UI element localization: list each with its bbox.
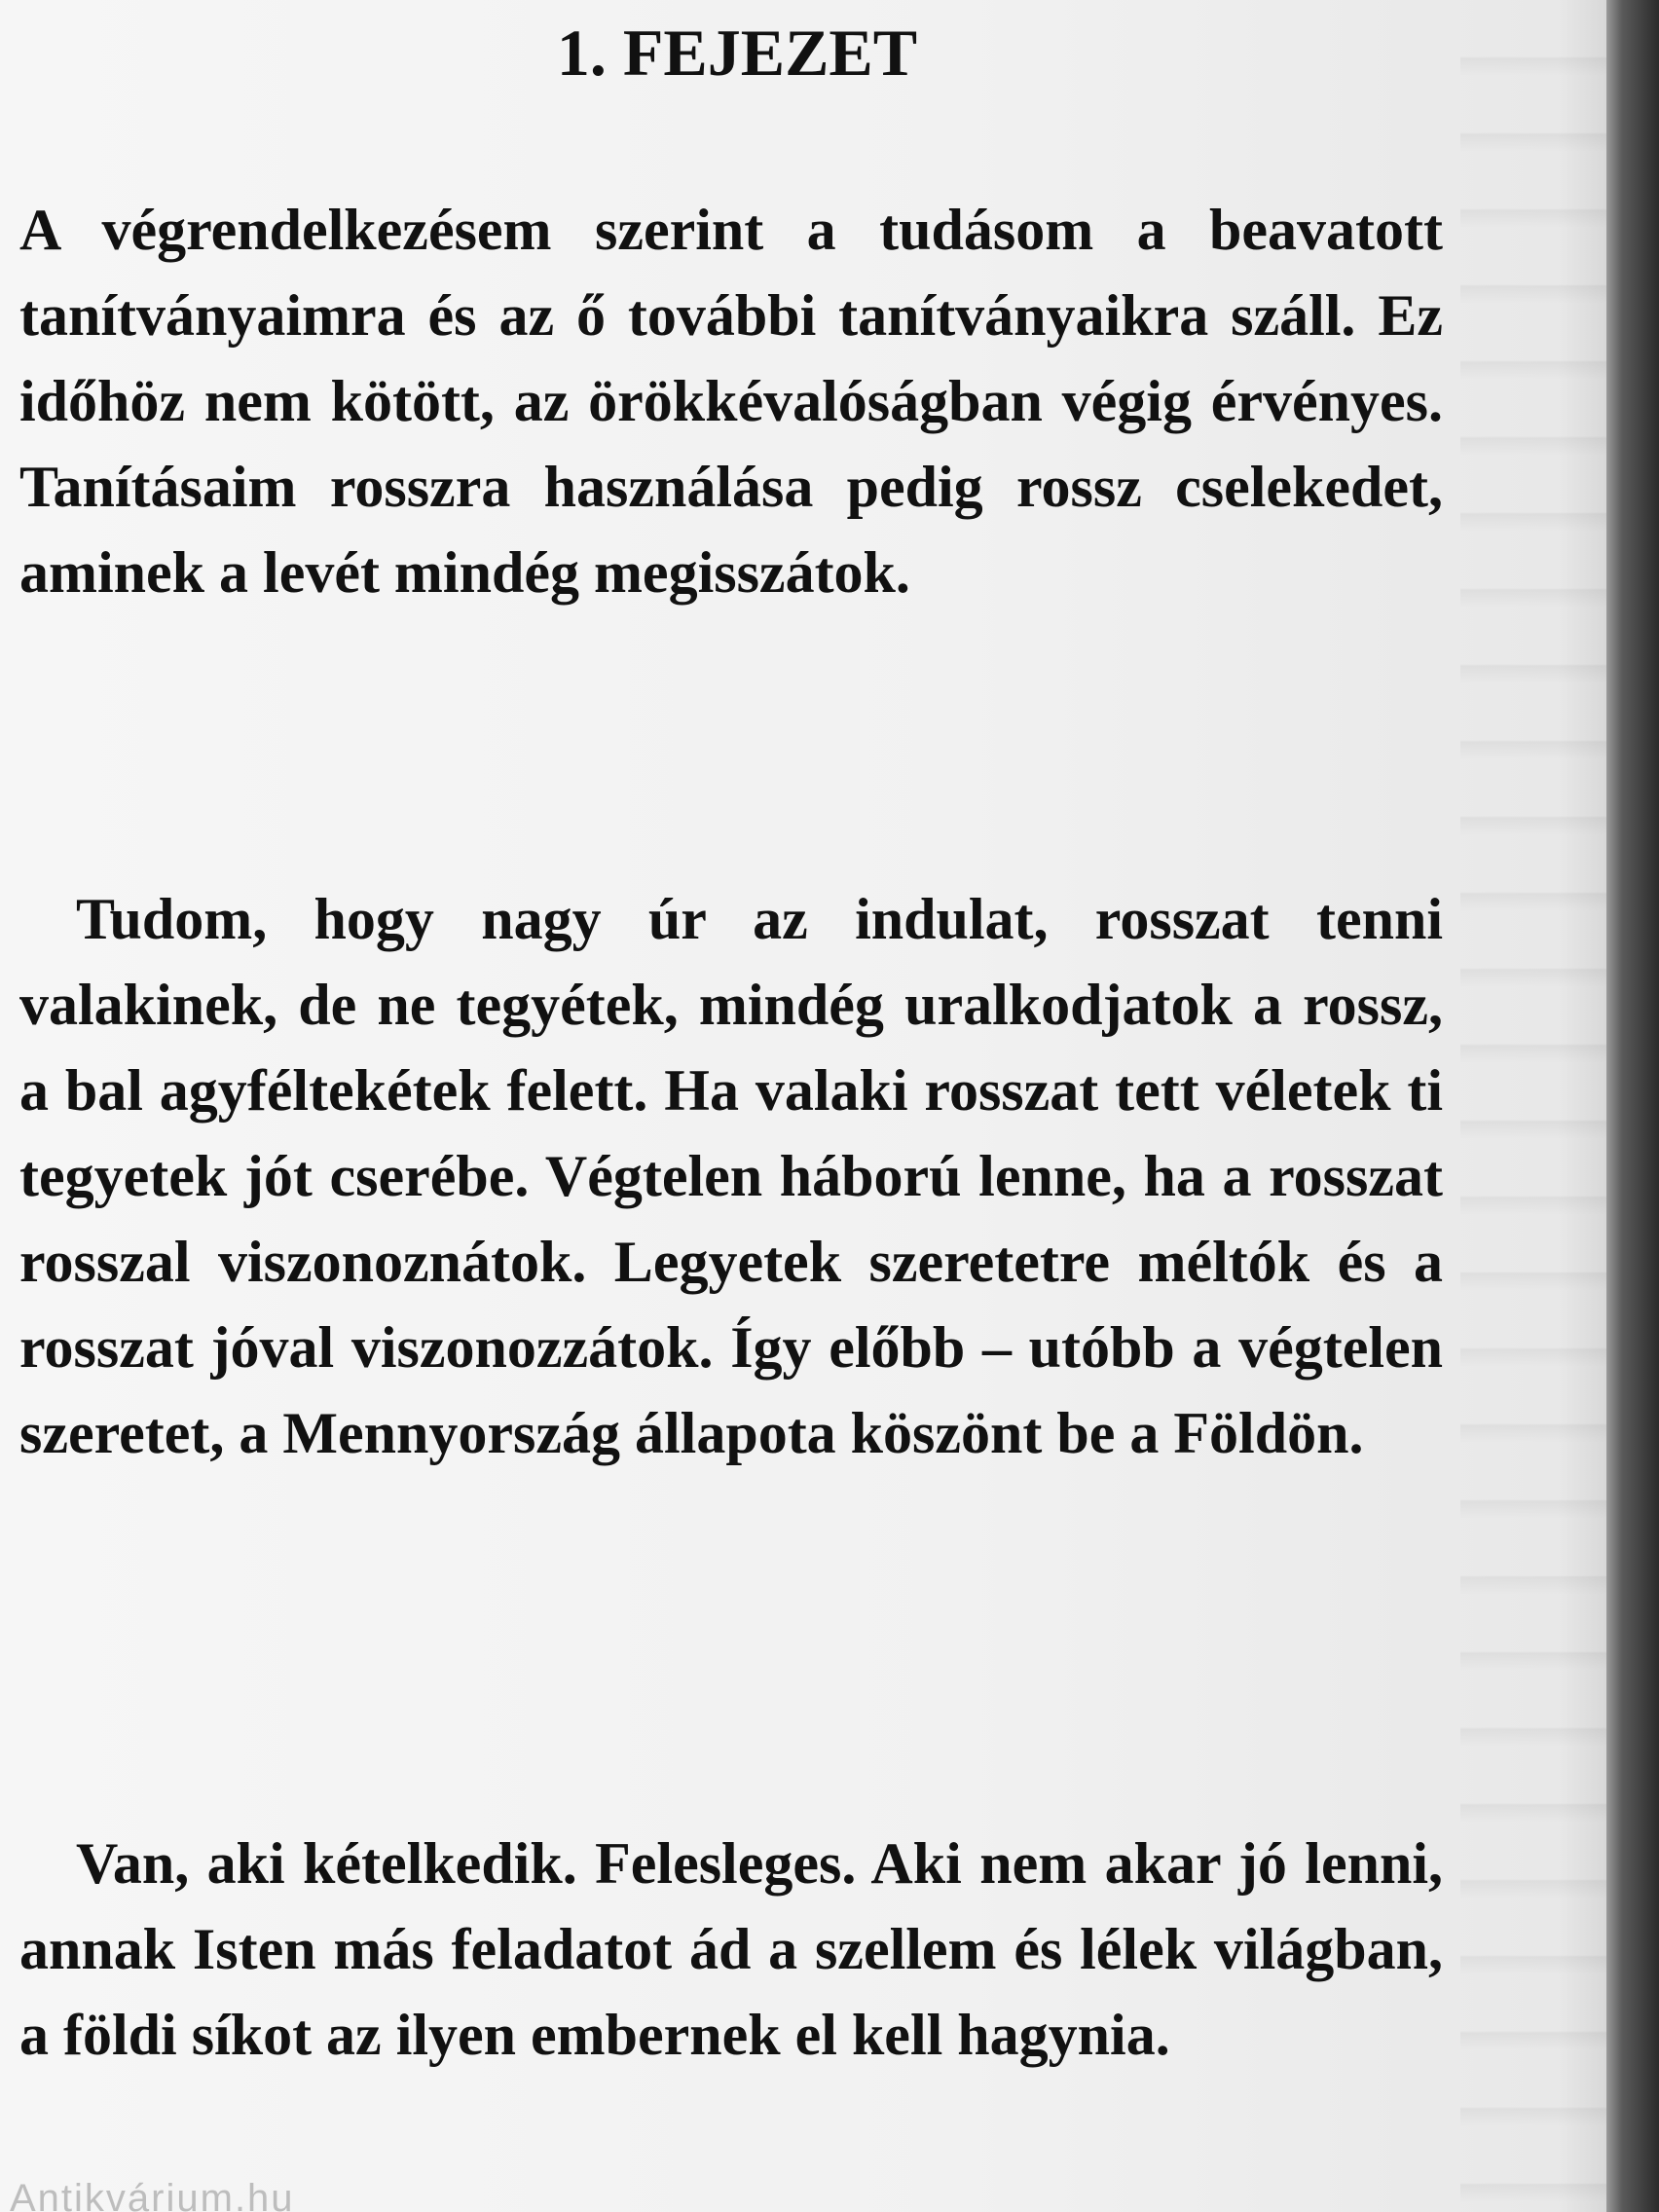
paragraph-2: Tudom, hogy nagy úr az indulat, rosszat tenni valakinek, de ne tegyétek, mindég uralkodjatok a rossz, a bal agyféltekétek felett. Ha valaki rosszat tett véletek ti tegyetek jót cserébe. Végtelen háború lenne, ha a rosszat rosszal viszonoznátok. Legyetek szeretetre méltók és a rosszat jóval viszonozzátok. Így előbb – utóbb a végtelen szeretet, a Mennyország állapota köszönt be a Földön. [19,887,1443,1465]
watermark: Antikvárium.hu [10,2177,295,2212]
chapter-title: 1. FEJEZET [556,16,918,90]
paragraph-3: Van, aki kételkedik. Felesleges. Aki nem akar jó lenni, annak Isten más feladatot ád a szellem és lélek világban, a földi síkot az ilyen embernek el kell hagynia. [19,1831,1443,2067]
bleed-through-text [1460,0,1606,2212]
paragraph-1: A végrendelkezésem szerint a tudásom a beavatott tanítványaimra és az ő további tanítványaikra száll. Ez időhöz nem kötött, az örökkévalóságban végig érvényes. Tanításaim rosszra használása pedig rossz cselekedet, aminek a levét mindég megisszátok. [19,198,1443,605]
book-spine-shadow [1606,0,1659,2212]
